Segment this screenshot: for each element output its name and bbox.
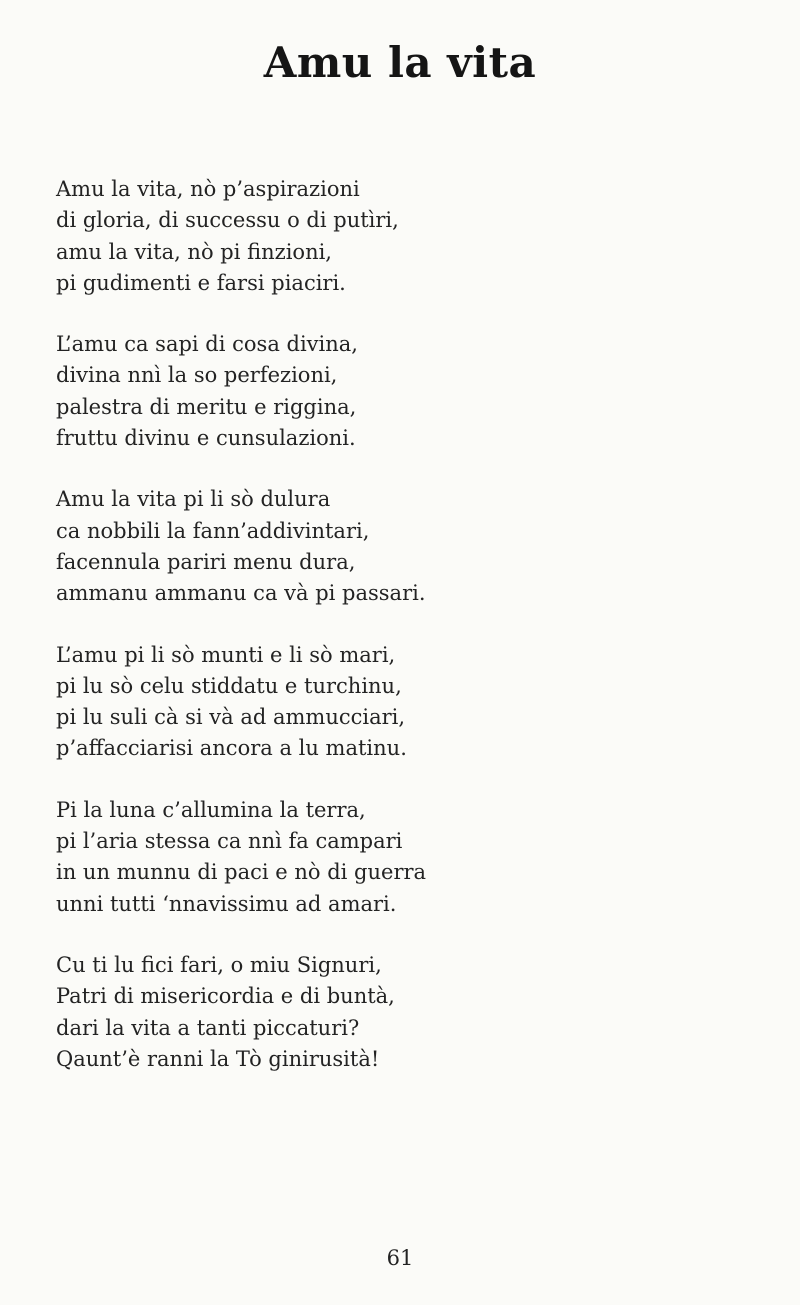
poem-line: L’amu ca sapi di cosa divina, — [56, 332, 358, 357]
poem-line: amu la vita, nò pi finzioni, — [56, 239, 332, 264]
poem-line: ca nobbili la fann’addivintari, — [56, 518, 370, 543]
page-number: 61 — [386, 1246, 414, 1270]
poem-line: dari la vita a tanti piccaturi? — [56, 1015, 360, 1040]
poem-line: divina nnì la so perfezioni, — [56, 363, 338, 388]
stanza-3 — [56, 484, 776, 609]
poem-line: pi gudimenti e farsi piaciri. — [56, 270, 346, 295]
poem-line: p’affacciarisi ancora a lu matinu. — [56, 736, 407, 761]
poem-body — [56, 174, 776, 1105]
poem-line: in un munnu di paci e nò di guerra — [56, 860, 427, 885]
poem-line: Amu la vita, nò p’aspirazioni — [56, 177, 360, 201]
poem-line: Qaunt’è ranni la Tò ginirusità! — [56, 1046, 380, 1071]
poem-line: pi lu suli cà si và ad ammucciari, — [56, 705, 406, 730]
poem-line: Patri di misericordia e di buntà, — [56, 984, 395, 1009]
stanza-1 — [56, 174, 776, 299]
poem-line: pi l’aria stessa ca nnì fa campari — [56, 829, 403, 854]
stanza-5 — [56, 795, 776, 920]
poem-line: Amu la vita pi li sò dulura — [56, 487, 331, 512]
poem-line: fruttu divinu e cunsulazioni. — [56, 426, 356, 451]
stanza-4 — [56, 640, 776, 765]
poem-line: L’amu pi li sò munti e li sò mari, — [56, 642, 396, 667]
stanza-6 — [56, 950, 776, 1075]
stanza-2 — [56, 329, 776, 454]
poem-line: palestra di meritu e riggina, — [56, 394, 357, 419]
poem-line: ammanu ammanu ca và pi passari. — [56, 581, 426, 606]
poem-line: Cu ti lu fici fari, o miu Signuri, — [56, 952, 382, 977]
poem-title: Amu la vita — [263, 38, 537, 87]
poem-line: Pi la luna c’allumina la terra, — [56, 797, 366, 822]
poem-line: facennula pariri menu dura, — [56, 549, 356, 574]
poem-line: pi lu sò celu stiddatu e turchinu, — [56, 673, 402, 698]
poem-line: unni tutti ‘nnavissimu ad amari. — [56, 891, 397, 916]
poem-line: di gloria, di successu o di putìri, — [56, 208, 399, 233]
